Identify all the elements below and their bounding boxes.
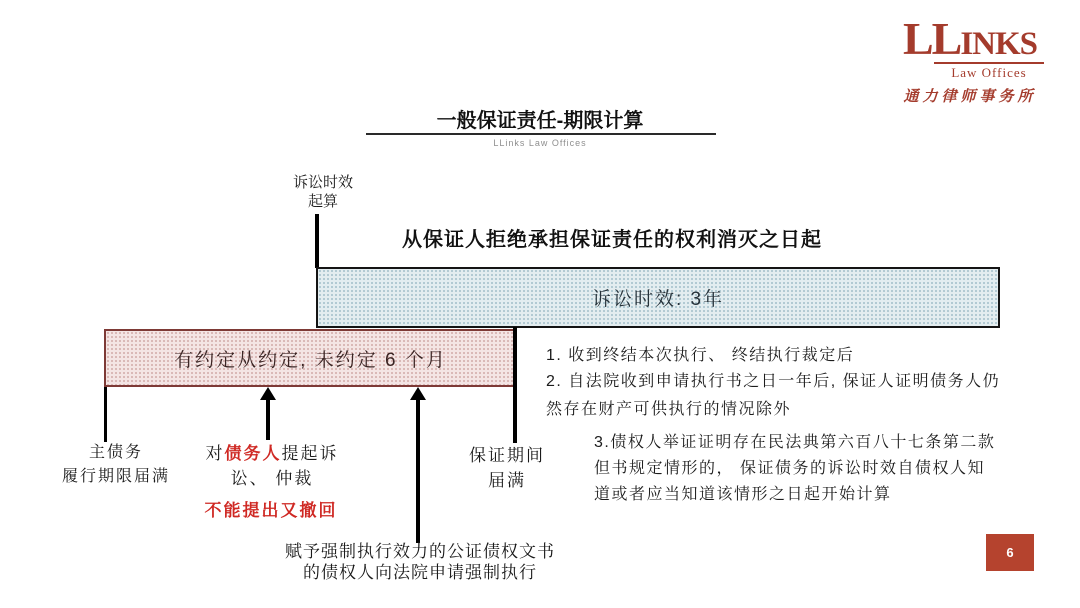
page-number: 6 (1006, 545, 1014, 560)
notarized-debt-line1: 赋予强制执行效力的公证债权文书 (285, 542, 555, 561)
sue-debtor-label (206, 441, 339, 491)
main-debt-label (62, 441, 170, 489)
logo-chinese-name: 通力律师事务所 (903, 89, 1037, 105)
slide-title: 一般保证责任-期限计算 (436, 110, 644, 132)
withdraw-warning-label: 不能提出又撤回 (204, 501, 338, 520)
note-item-3-line1: 3.债权人举证证明存在民法典第六百八十七条第二款 (594, 434, 996, 451)
title-underline (366, 133, 716, 135)
note-item-3-line2: 但书规定情形的， 保证债务的诉讼时效自债权人知 (594, 460, 985, 477)
limitation-start-label (293, 173, 353, 211)
notarized-debt-line2: 的债权人向法院申请强制执行 (303, 563, 537, 582)
note-item-3 (594, 430, 995, 508)
guarantee-expiry-line1: 保证期间 (469, 446, 545, 465)
guarantee-expiry-line2: 届满 (488, 471, 526, 490)
sue-prefix: 对 (205, 444, 225, 463)
limitation-start-line2: 起算 (307, 193, 339, 210)
sue-debtor-line1 (206, 441, 339, 466)
limitation-start-line1: 诉讼时效 (292, 174, 354, 191)
logo-law-offices-text: Law Offices (934, 62, 1044, 81)
guarantee-end-connector-line (513, 327, 517, 443)
limitation-period-bar (316, 267, 1000, 328)
llinks-logo (890, 13, 1050, 106)
note-item-2 (546, 368, 1000, 424)
sue-suffix: 提起诉 (281, 444, 339, 463)
slide-subtitle: LLinks Law Offices (493, 138, 587, 148)
note-item-2-line2: 然存在财产可供执行的情况除外 (546, 401, 792, 418)
main-debt-line1: 主债务 (88, 444, 144, 461)
logo-inks-text: INKS (960, 26, 1038, 62)
note-item-2-line1: 2. 自法院收到申请执行书之日一年后, 保证人证明债务人仍 (546, 373, 1001, 390)
sue-debtor-highlight: 债务人 (224, 444, 282, 463)
notarized-debt-label (285, 541, 555, 583)
logo-wordmark (890, 13, 1050, 64)
note-item-1: 1. 收到终结本次执行、 终结执行裁定后 (546, 347, 855, 364)
sue-arrow-shaft (266, 399, 270, 440)
diagram-heading: 从保证人拒绝承担保证责任的权利消灭之日起 (402, 229, 822, 251)
main-debt-line2: 履行期限届满 (61, 468, 171, 485)
main-debt-connector-line (104, 387, 107, 442)
limitation-period-bar-label: 诉讼时效: 3年 (591, 289, 725, 310)
notarized-arrow-shaft (416, 399, 420, 543)
notarized-up-arrow-icon (410, 387, 426, 400)
start-connector-line (315, 214, 319, 268)
sue-up-arrow-icon (260, 387, 276, 400)
page-number-badge (986, 534, 1034, 571)
guarantee-period-bar (104, 329, 517, 387)
guarantee-period-expiry-label (469, 443, 545, 493)
note-item-3-line3: 道或者应当知道该情形之日起开始计算 (594, 486, 892, 503)
guarantee-period-bar-label: 有约定从约定, 未约定 6 个月 (174, 349, 447, 371)
logo-ll-text: LL (902, 13, 961, 64)
sue-debtor-line2: 讼、 仲裁 (230, 469, 314, 488)
